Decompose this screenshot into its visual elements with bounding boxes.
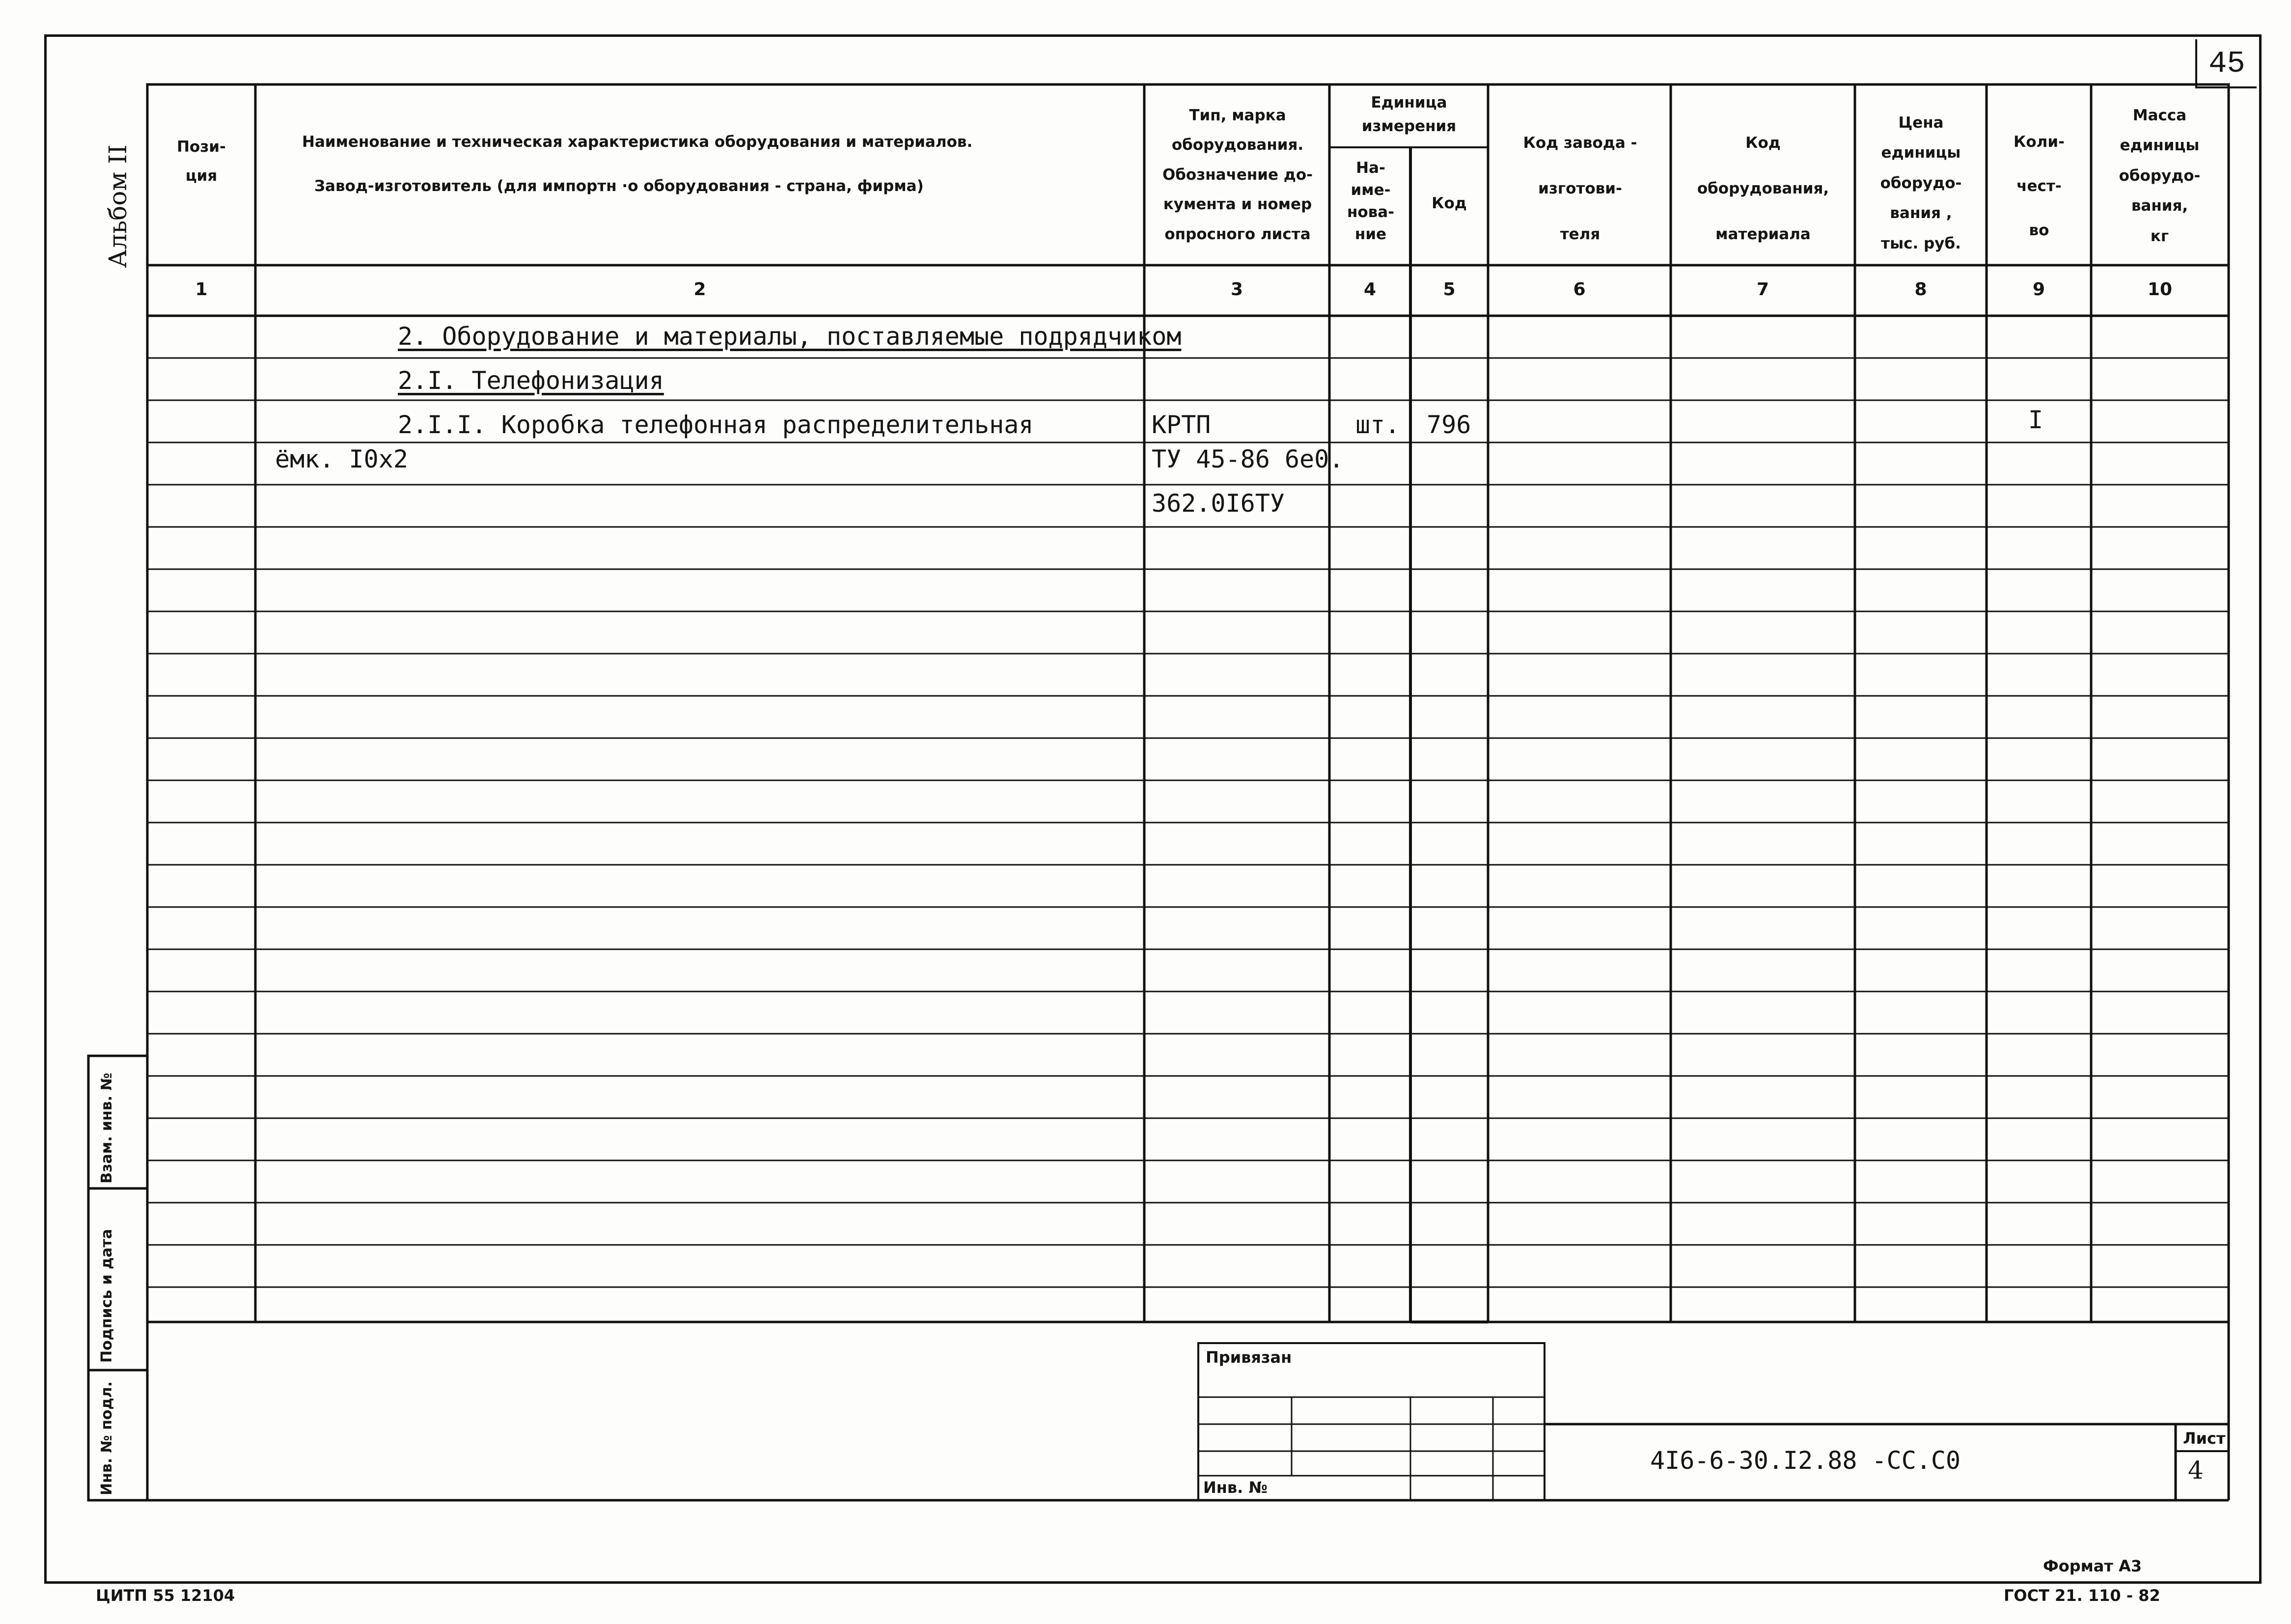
inventory-number-label: Инв. №: [1203, 1478, 1268, 1497]
header-quantity: Коли- чест- во: [2014, 133, 2065, 239]
column-number: 10: [2147, 279, 2173, 300]
subsection-heading: 2.I. Телефонизация: [398, 366, 664, 395]
column-number: 7: [1756, 279, 1769, 300]
header-unit-group: Единица измерения: [1361, 94, 1457, 136]
header-mass: Масса единицы оборудо- вания, кг: [2119, 107, 2201, 245]
column-number: 2: [693, 279, 706, 300]
column-number: 4: [1363, 279, 1377, 300]
item-name: 2.I.I. Коробка телефонная распределительная: [398, 411, 1034, 439]
column-number: 8: [1914, 279, 1927, 300]
header-unit-code: Код: [1432, 194, 1467, 212]
header-name-line1: Наименование и техническая характеристика оборудования и материалов.: [302, 133, 973, 151]
album-label: Альбом II: [104, 144, 132, 268]
sheet-number-top: 45: [2195, 39, 2257, 88]
header-type: Тип, марка оборудования. Обозначение до- кумента и номер опросного листа: [1162, 107, 1313, 243]
sheet-number: 4: [2188, 1456, 2204, 1485]
footer-registry: ЦИТП 55 12104: [96, 1586, 235, 1605]
item-unit-code: 796: [1427, 411, 1471, 439]
item-unit: шт.: [1355, 411, 1400, 439]
sheet-label: Лист: [2183, 1429, 2226, 1448]
header-name-line2: Завод-изготовитель (для импортн ·о оборудования - страна, фирма): [314, 177, 924, 195]
stamp-replacement-inventory: Взам. инв. №: [98, 1073, 115, 1184]
item-type-continued-2: 362.0I6ТУ: [1152, 489, 1285, 518]
item-quantity: I: [2028, 406, 2043, 434]
item-type-continued: ТУ 45-86 6е0.: [1152, 445, 1344, 473]
document-code: 4I6-6-30.I2.88 -СС.С0: [1650, 1446, 1961, 1475]
column-number: 3: [1230, 279, 1243, 300]
column-number: 5: [1443, 279, 1456, 300]
footer-format: Формат А3: [2043, 1557, 2142, 1575]
linked-label: Привязан: [1206, 1348, 1292, 1367]
header-price: Цена единицы оборудо- вания , тыс. руб.: [1880, 114, 1962, 252]
column-number: 6: [1573, 279, 1586, 300]
header-position: Пози- ция: [177, 138, 226, 185]
header-manufacturer-code: Код завода - изготови- теля: [1523, 134, 1637, 243]
item-name-continued: ёмк. I0х2: [275, 445, 408, 473]
column-number: 9: [2032, 279, 2045, 300]
section-heading: 2. Оборудование и материалы, поставляемые подрядчиком: [398, 322, 1182, 351]
header-equipment-code: Код оборудования, материала: [1697, 134, 1829, 243]
column-number: 1: [195, 279, 208, 300]
header-unit-name: На- име- нова- ние: [1347, 159, 1395, 243]
item-type: КРТП: [1152, 411, 1211, 439]
stamp-original-inventory: Инв. № подл.: [98, 1381, 115, 1495]
footer-gost: ГОСТ 21. 110 - 82: [2004, 1586, 2160, 1605]
stamp-signature-date: Подпись и дата: [98, 1229, 115, 1363]
